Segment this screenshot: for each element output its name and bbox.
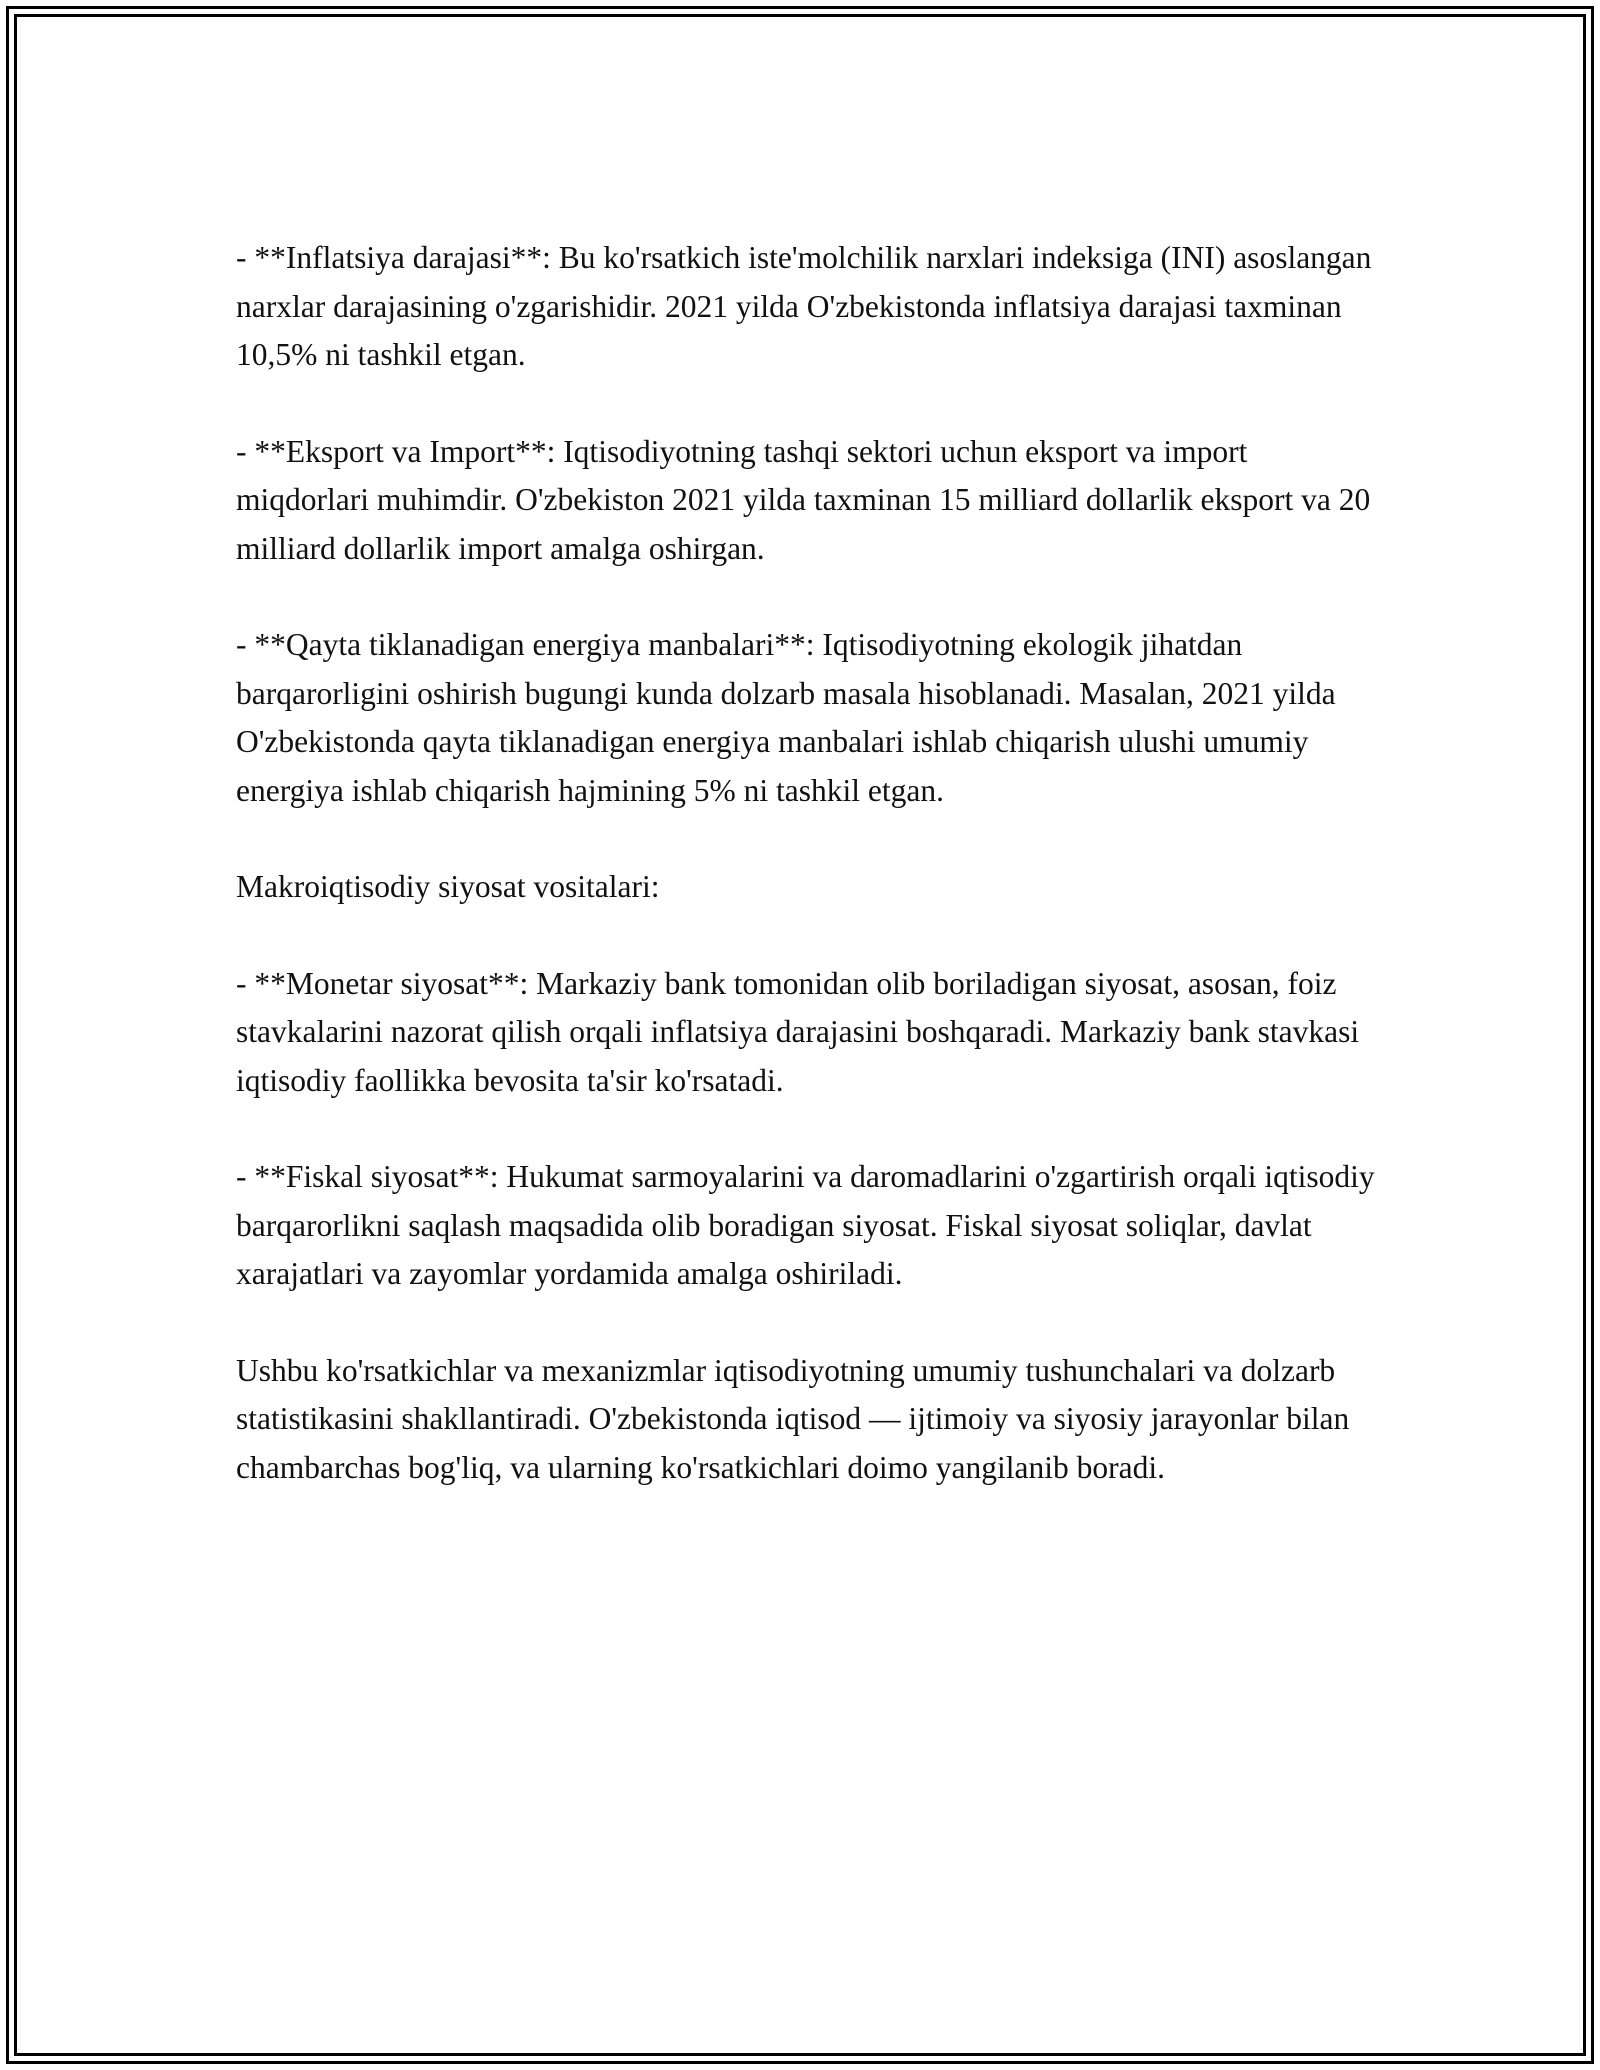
paragraph-export-import: - **Eksport va Import**: Iqtisodiyotning tashqi sektori uchun eksport va import miqdorlari muhimdir. O'zbekiston 2021 yilda taxminan 15 milliard dollarlik eksport va 20 milliard dollarlik import amalga oshirgan. [236,433,1371,566]
paragraph-monetary-policy: - **Monetar siyosat**: Markaziy bank tomonidan olib boriladigan siyosat, asosan, foiz stavkalarini nazorat qilish orqali inflatsiya darajasini boshqaradi. Markaziy bank stavkasi iqtisodiy faollikka bevosita ta'sir ko'rsatadi. [236,965,1360,1098]
paragraph-inflation: - **Inflatsiya darajasi**: Bu ko'rsatkich iste'molchilik narxlari indeksiga (INI) asoslangan narxlar darajasining o'zgarishidir. 2021 yilda O'zbekistonda inflatsiya darajasi taxminan 10,5% ni tashkil etgan. [236,240,1372,372]
document-body [236,234,1386,1540]
paragraph-conclusion: Ushbu ko'rsatkichlar va mexanizmlar iqtisodiyotning umumiy tushunchalari va dolzarb statistikasini shakllantiradi. O'zbekistonda iqtisod — ijtimoiy va siyosiy jarayonlar bilan chambarchas bog'liq, va ularning ko'rsatkichlari doimo yangilanib boradi. [236,1352,1350,1485]
paragraph-fiscal-policy: - **Fiskal siyosat**: Hukumat sarmoyalarini va daromadlarini o'zgartirish orqali iqtisodiy barqarorlikni saqlash maqsadida olib boradigan siyosat. Fiskal siyosat soliqlar, davlat xarajatlari va zayomlar yordamida amalga oshiriladi. [236,1159,1375,1291]
section-heading-policy-tools: Makroiqtisodiy siyosat vositalari: [236,869,660,904]
paragraph-renewable-energy: - **Qayta tiklanadigan energiya manbalari**: Iqtisodiyotning ekologik jihatdan barqarorligini oshirish bugungi kunda dolzarb masala hisoblanadi. Masalan, 2021 yilda O'zbekistonda qayta tiklanadigan energiya manbalari ishlab chiqarish ulushi umumiy energiya ishlab chiqarish hajmining 5% ni tashkil etgan. [236,627,1336,808]
